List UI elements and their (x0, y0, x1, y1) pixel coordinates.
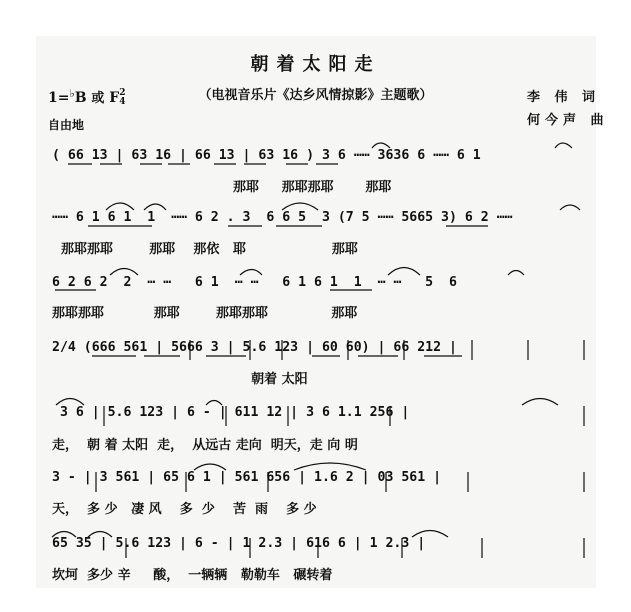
score-line-2-notes: ⋯⋯ 6 1 6 1 1 ⋯⋯ 6 2 . 3 6 6 5 3 (7 5 ⋯⋯ 5665 3) 6 2 ⋯⋯ (52, 210, 513, 225)
score-line-1-lyrics: 那耶 那耶那耶 那耶 (52, 180, 392, 195)
key-note: B (74, 90, 87, 106)
score-line-6-notes: 3 - | 3 561 | 65 6 1 | 561 656 | 1.6 2 | 03 561 | (52, 470, 442, 485)
score-line-4-notes: 2/4 (666 561 | 5666 3 | 5.6 123 | 60 60) | 66 212 | (52, 340, 457, 355)
key-prefix: 1= (48, 90, 70, 106)
flat-sign: ♭ (69, 87, 75, 100)
score-line-3-notes: 6 2 6 2 2 ⋯ ⋯ 6 1 ⋯ ⋯ 6 1 6 1 1 ⋯ ⋯ 5 6 (52, 275, 457, 290)
key-or: 或 (91, 91, 105, 106)
score-line-4-lyrics: 朝着 太阳 (52, 372, 308, 387)
lyricist-credit: 李 伟 词 (527, 90, 601, 105)
score-line-6-lyrics: 天， 多 少 凄 风 多 少 苦 雨 多 少 (52, 502, 317, 517)
time-bottom: 4 (119, 97, 126, 107)
score-line-7-lyrics: 坎坷 多少 辛 酸， 一辆辆 勒勒车 碾转着 (52, 568, 333, 583)
time-signature (119, 89, 125, 107)
composer-credit: 何今声 曲 (527, 113, 609, 128)
score-line-1-notes: ( 66 13 | 63 16 | 66 13 | 63 16 ) 3 6 ⋯⋯ 3636 6 ⋯⋯ 6 1 (52, 148, 481, 163)
time-top: 2 (119, 88, 126, 98)
score-line-2-lyrics: 那耶那耶 那耶 那依 耶 那耶 (52, 242, 358, 257)
song-title: 朝着太阳走 (250, 54, 381, 75)
song-subtitle: （电视音乐片《达乡风情掠影》主题歌） (198, 88, 433, 103)
key-alt: F (109, 90, 120, 106)
score-line-5-lyrics: 走， 朝 着 太阳 走， 从远古 走向 明天，走 向 明 (52, 438, 358, 453)
tempo-marking: 自由地 (48, 118, 85, 132)
score-line-3-lyrics: 那耶那耶 那耶 那耶那耶 那耶 (52, 306, 358, 321)
score-line-7-notes: 65 35 | 5.6 123 | 6 - | 1 2.3 | 616 6 | 1 2.3 | (52, 536, 426, 551)
score-line-5-notes: 3 6 | 5.6 123 | 6 - | 611 12 | 3 6 1.1 256 | (52, 405, 410, 420)
key-signature (48, 87, 126, 107)
